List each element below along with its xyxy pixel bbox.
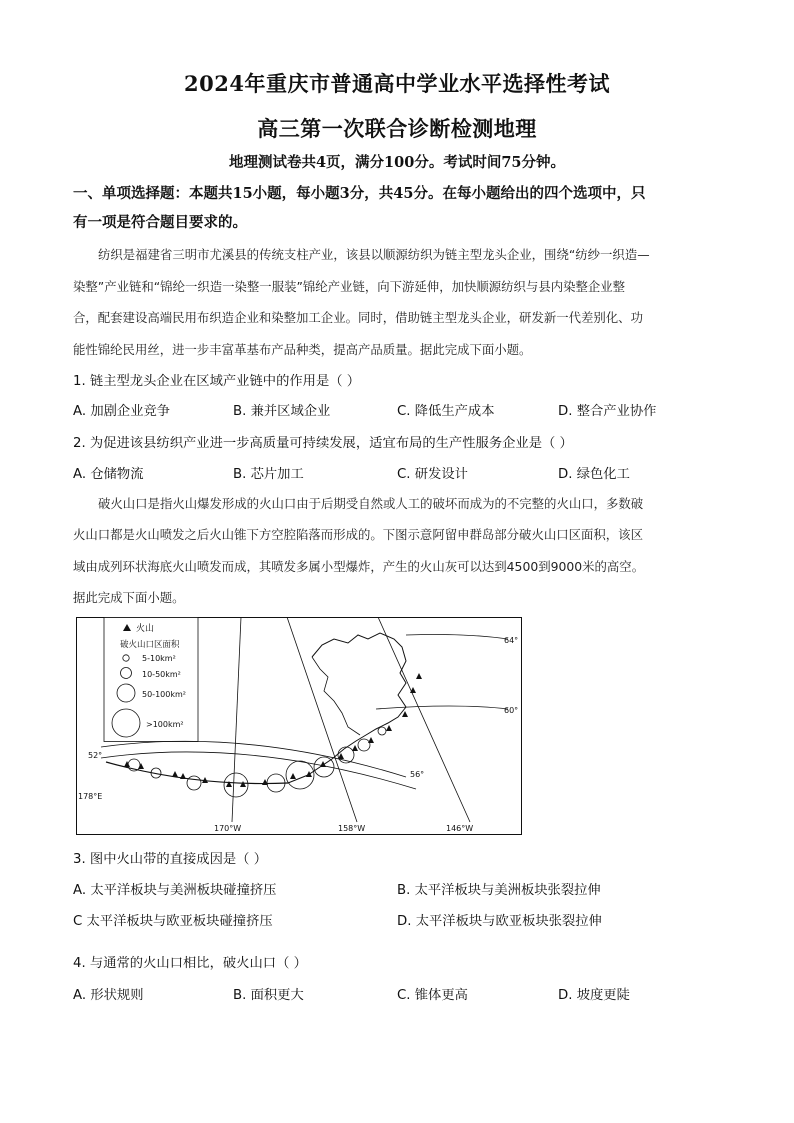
aleutian-caldera-map (76, 617, 522, 835)
passage2-line: 据此完成下面小题。 (73, 590, 185, 605)
passage2-line: 域由成列环状海底火山喷发而成，其喷发多属小型爆炸，产生的火山灰可以达到4500到9000米的高空。 (73, 559, 645, 574)
legend-volcano-label: 火山 (136, 624, 155, 634)
question-stem: 2. 为促进该县纺织产业进一步高质量可持续发展，适宜布局的生产性服务企业是（ ） (73, 436, 573, 451)
answer-option[interactable]: B. 芯片加工 (233, 467, 304, 482)
answer-option[interactable]: C. 研发设计 (397, 467, 468, 482)
passage1-line: 染整”产业链和“锦纶一织造一染整一服装”锦纶产业链，向下游延伸，加快顺源纺织与县内染整企业整 (73, 279, 626, 294)
answer-option[interactable]: B. 面积更大 (233, 988, 304, 1003)
answer-option[interactable]: B. 兼并区域企业 (233, 404, 331, 419)
answer-option[interactable]: C. 降低生产成本 (397, 404, 495, 419)
lon-label: 170°W (214, 824, 242, 833)
exam-subtitle: 高三第一次联合诊断检测地理 (257, 116, 537, 141)
legend-size-label: 5-10km² (142, 654, 176, 663)
answer-option[interactable]: A. 太平洋板块与美洲板块碰撞挤压 (73, 883, 277, 898)
lat-label: 52° (88, 751, 103, 760)
answer-option[interactable]: D. 太平洋板块与欧亚板块张裂拉伸 (397, 914, 602, 929)
question-stem: 3. 图中火山带的直接成因是（ ） (73, 852, 267, 867)
lat-label: 56° (410, 770, 425, 779)
answer-option[interactable]: D. 绿色化工 (558, 467, 630, 482)
answer-option[interactable]: A. 形状规则 (73, 988, 144, 1003)
question-stem: 4. 与通常的火山口相比，破火山口（ ） (73, 956, 307, 971)
lat-label: 64° (504, 636, 519, 645)
passage1-line: 能性锦纶民用丝，进一步丰富革基布产品种类，提高产品质量。据此完成下面小题。 (73, 342, 532, 357)
lon-label: 178°E (78, 792, 103, 801)
answer-option[interactable]: C. 锥体更高 (397, 988, 468, 1003)
answer-option[interactable]: C 太平洋板块与欧亚板块碰撞挤压 (73, 914, 273, 929)
exam-info: 地理测试卷共4页，满分100分。考试时间75分钟。 (228, 154, 566, 171)
answer-option[interactable]: B. 太平洋板块与美洲板块张裂拉伸 (397, 883, 601, 898)
answer-option[interactable]: D. 坡度更陡 (558, 988, 630, 1003)
answer-option[interactable]: A. 加剧企业竞争 (73, 404, 171, 419)
passage2-line: 火山口都是火山喷发之后火山锥下方空腔陷落而形成的。下图示意阿留申群岛部分破火山口区面积，该区 (73, 527, 643, 542)
section-heading-line2: 有一项是符合题目要求的。 (73, 214, 247, 231)
lon-label: 146°W (446, 824, 474, 833)
lon-label: 158°W (338, 824, 366, 833)
lat-label: 60° (504, 706, 519, 715)
legend-size-label: 10-50km² (142, 670, 181, 679)
answer-option[interactable]: D. 整合产业协作 (558, 404, 657, 419)
answer-option[interactable]: A. 仓储物流 (73, 467, 144, 482)
passage1-line: 纺织是福建省三明市尤溪县的传统支柱产业，该县以顺源纺织为链主型龙头企业，围绕“纺纱一织造— (98, 247, 650, 262)
legend-size-label: 50-100km² (142, 690, 186, 699)
passage1-line: 合，配套建设高端民用布织造企业和染整加工企业。同时，借助链主型龙头企业，研发新一代差别化、功 (73, 310, 643, 325)
legend-size-label: >100km² (146, 720, 184, 729)
question-stem: 1. 链主型龙头企业在区域产业链中的作用是（ ） (73, 374, 361, 389)
legend-area-title: 破火山口区面积 (120, 640, 180, 650)
section-heading-line1: 一、单项选择题：本题共15小题，每小题3分，共45分。在每小题给出的四个选项中，只 (73, 185, 646, 202)
exam-title: 2024年重庆市普通高中学业水平选择性考试 (184, 71, 610, 96)
passage2-line: 破火山口是指火山爆发形成的火山口由于后期受自然或人工的破坏而成为的不完整的火山口，多数破 (98, 496, 644, 511)
